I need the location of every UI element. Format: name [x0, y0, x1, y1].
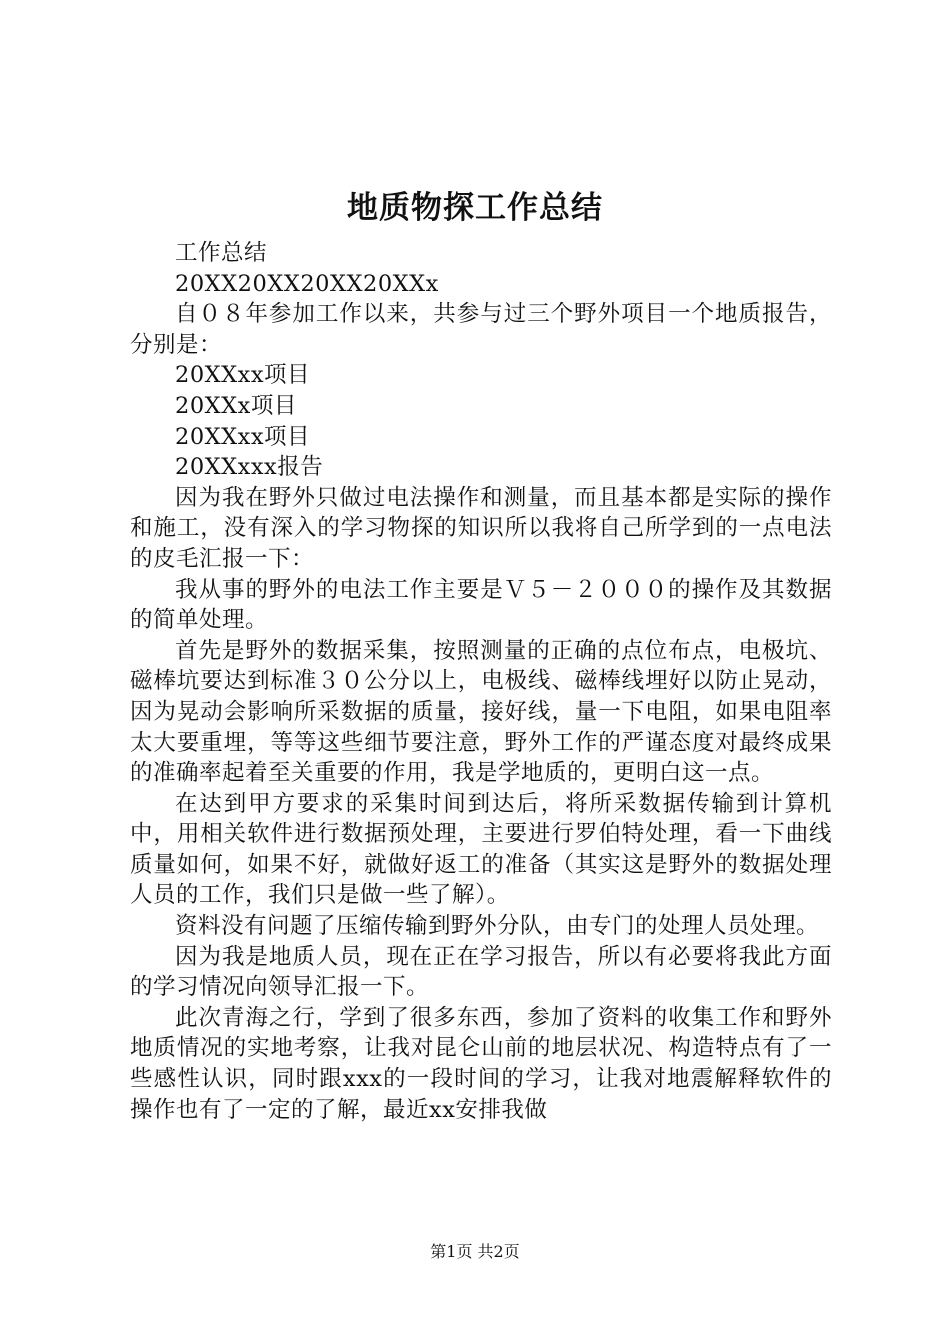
paragraph: 我从事的野外的电法工作主要是Ｖ５－２０００的操作及其数据的简单处理。 — [130, 576, 832, 634]
page-number-footer: 第1页 共2页 — [430, 1242, 520, 1261]
paragraph: 首先是野外的数据采集，按照测量的正确的点位布点，电极坑、磁棒坑要达到标准３０公分以上，电极线、磁棒线埋好以防止晃动，因为晃动会影响所采数据的质量，接好线，量一下电阻，如果电阻率太大要重埋，等等这些细节要注意，野外工作的严谨态度对最终成果的准确率起着至关重要的作用，我是学地质的，更明白这一点。 — [130, 637, 832, 787]
paragraph: 20XXxxx报告 — [175, 454, 324, 481]
paragraph: 在达到甲方要求的采集时间到达后，将所采数据传输到计算机中，用相关软件进行数据预处理，主要进行罗伯特处理，看一下曲线质量如何，如果不好，就做好返工的准备（其实这是野外的数据处理人员的工作，我们只是做一些了解）。 — [130, 790, 832, 909]
paragraph: 20XXxx项目 — [175, 423, 311, 450]
paragraph: 因为我在野外只做过电法操作和测量，而且基本都是实际的操作和施工，没有深入的学习物探的知识所以我将自己所学到的一点电法的皮毛汇报一下： — [130, 484, 832, 572]
paragraph: 20XXxx项目 — [175, 362, 311, 389]
paragraph: 因为我是地质人员，现在正在学习报告，所以有必要将我此方面的学习情况向领导汇报一下。 — [130, 943, 832, 1001]
paragraph: 自０８年参加工作以来，共参与过三个野外项目一个地质报告，分别是： — [130, 301, 832, 358]
document-body — [130, 238, 832, 1125]
paragraph: 20XX20XX20XX20XXx — [175, 270, 439, 297]
paragraph: 工作总结 — [175, 240, 268, 266]
paragraph: 此次青海之行，学到了很多东西，参加了资料的收集工作和野外地质情况的实地考察，让我对昆仑山前的地层状况、构造特点有了一些感性认识，同时跟xxx的一段时间的学习，让我对地震解释软件的操作也有了一定的了解，最近xx安排我做 — [130, 1004, 832, 1123]
document-title: 地质物探工作总结 — [347, 190, 603, 226]
paragraph: 20XXx项目 — [175, 392, 297, 419]
paragraph: 资料没有问题了压缩传输到野外分队，由专门的处理人员处理。 — [175, 913, 820, 940]
